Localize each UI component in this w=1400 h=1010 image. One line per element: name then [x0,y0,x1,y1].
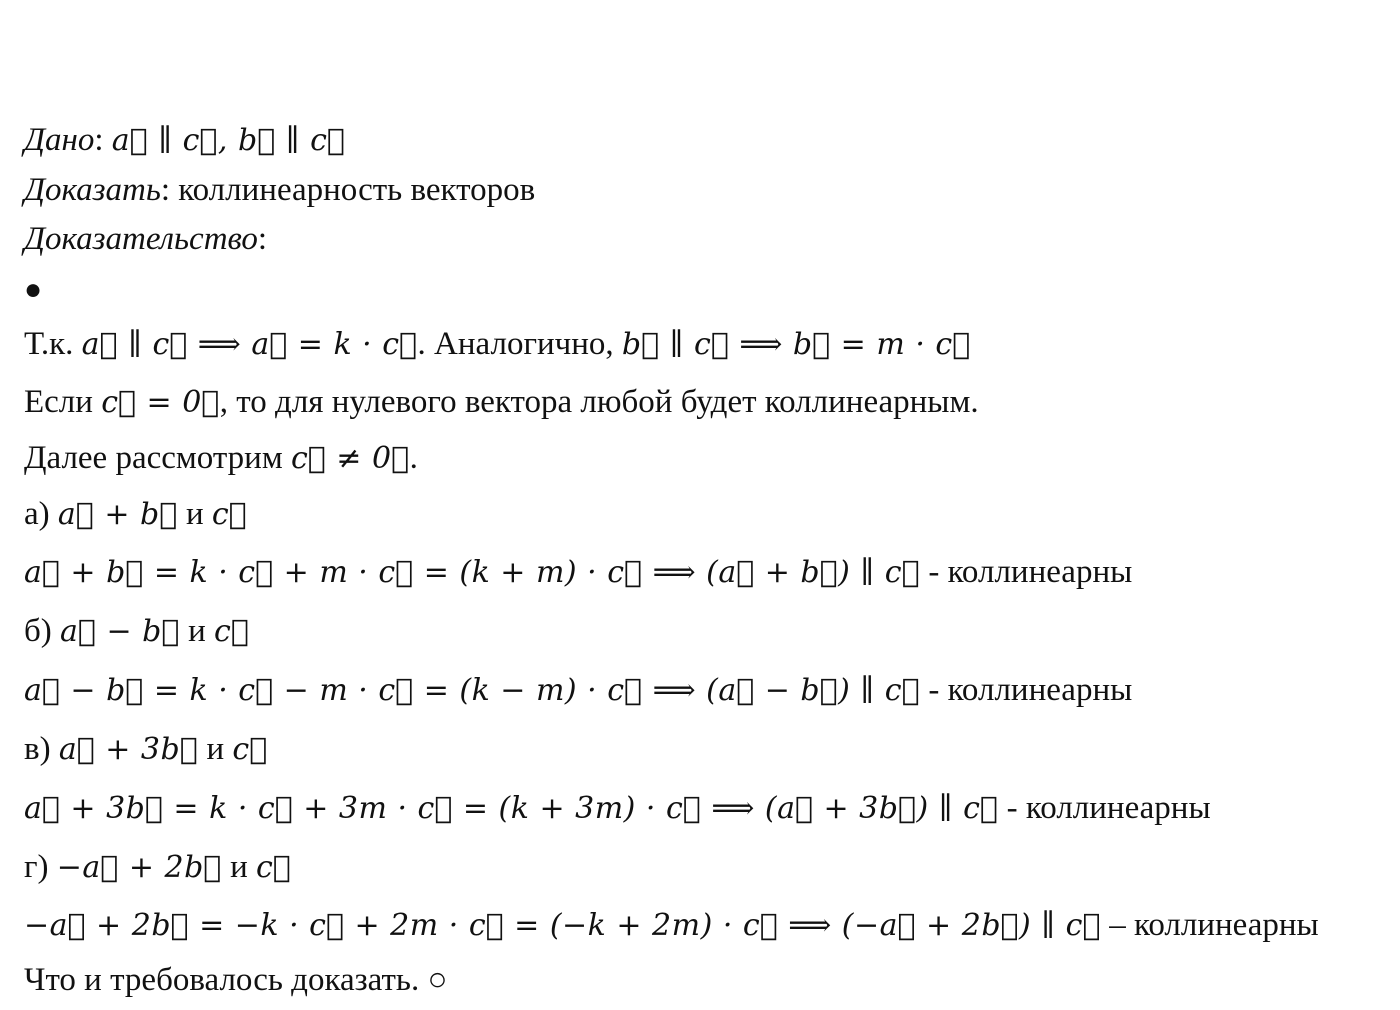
proof-colon: : [257,221,268,257]
case-g-proof [24,905,1319,946]
case-g-vector: c⃗ [255,850,292,885]
qed-symbol: ○ [427,962,448,998]
conclusion-text: Что и требовалось доказать. [24,962,428,998]
case-b-proof-formula: a⃗ − b⃗ = k · c⃗ − m · c⃗ = (k − m) · c⃗ ⟹ (a⃗ − b⃗) ∥ c⃗ [24,673,921,708]
case-b-proof-text: - коллинеарны [920,672,1133,708]
case-g-expr: −a⃗ + 2b⃗ [56,850,222,885]
case-v-proof-formula: a⃗ + 3b⃗ = k · c⃗ + 3m · c⃗ = (k + 3m) · c⃗ ⟹ (a⃗ + 3b⃗) ∥ c⃗ [24,791,999,826]
line2-math1: c⃗ = 0⃗ [101,385,220,420]
case-a-proof-formula: a⃗ + b⃗ = k · c⃗ + m · c⃗ = (k + m) · c⃗ ⟹ (a⃗ + b⃗) ∥ c⃗ [24,555,921,590]
line3-text1: Далее рассмотрим [24,440,291,476]
given-formula: a⃗ ∥ c⃗, b⃗ ∥ c⃗ [111,123,346,158]
line1-math2: b⃗ ∥ c⃗ ⟹ b⃗ = m · c⃗ [621,327,971,362]
case-g-heading [24,847,291,888]
case-v-label: в) [24,731,59,767]
case-v-proof-text: - коллинеарны [998,790,1211,826]
case-a-heading [24,494,247,535]
case-a-and: и [177,496,212,532]
case-a-vector: c⃗ [211,497,248,532]
line3-math1: c⃗ ≠ 0⃗ [290,441,410,476]
prove-line [24,170,535,210]
given-line [24,120,345,161]
proof-heading-line [24,219,267,259]
case-b-vector: c⃗ [214,614,250,649]
case-g-and: и [221,849,256,885]
line3-text2: . [409,440,418,476]
case-a-proof-text: - коллинеарны [920,554,1133,590]
line2-text1: Если [24,384,102,420]
case-v-heading [24,729,268,770]
prove-text: : коллинеарность векторов [160,172,536,208]
bullet-symbol: ● [24,273,43,306]
bullet-line [24,270,42,310]
given-colon: : [94,122,104,158]
line1-text1: Т.к. [24,326,82,362]
case-b-label: б) [24,613,61,649]
line1-math1: a⃗ ∥ c⃗ ⟹ a⃗ = k · c⃗ [81,327,418,362]
line1-text2: . Аналогично, [417,326,622,362]
case-b-expr: a⃗ − b⃗ [60,614,180,649]
line2-text2: , то для нулевого вектора любой будет коллинеарным. [219,384,979,420]
proof-label: Доказательство [24,221,258,257]
proof-line-2 [24,382,979,423]
case-v-proof [24,788,1211,829]
case-a-label: а) [24,496,58,532]
proof-line-3 [24,438,418,479]
prove-label: Доказать [24,172,161,208]
case-b-and: и [179,613,215,649]
case-v-expr: a⃗ + 3b⃗ [58,732,199,767]
case-b-heading [24,611,249,652]
case-a-expr: a⃗ + b⃗ [57,497,178,532]
given-label: Дано [24,122,95,158]
case-a-proof [24,552,1132,593]
case-b-proof [24,670,1132,711]
case-g-label: г) [24,849,57,885]
proof-line-1 [24,324,971,365]
conclusion-line [24,960,447,1000]
case-v-and: и [198,731,233,767]
case-v-vector: c⃗ [232,732,268,767]
case-g-proof-text: – коллинеарны [1100,907,1319,943]
case-g-proof-formula: −a⃗ + 2b⃗ = −k · c⃗ + 2m · c⃗ = (−k + 2m) · c⃗ ⟹ (−a⃗ + 2b⃗) ∥ c⃗ [24,908,1101,943]
